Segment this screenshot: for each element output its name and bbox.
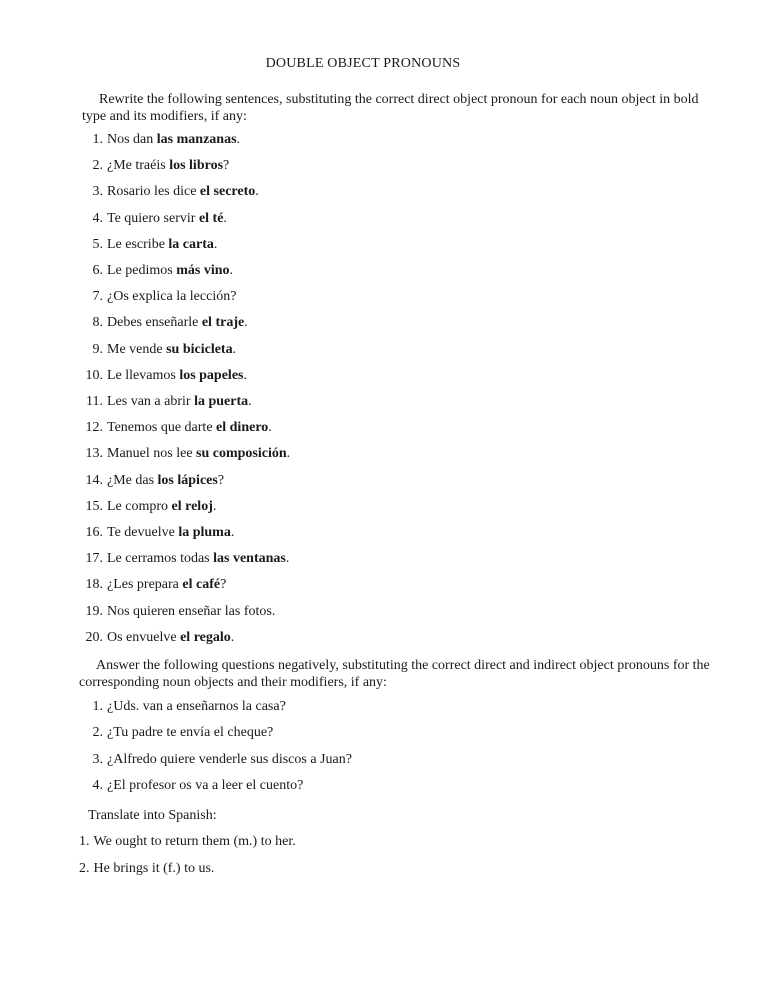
sentence-punctuation: . xyxy=(243,367,247,383)
sentence-text: Nos quieren enseñar las fotos. xyxy=(107,603,276,619)
noun-object-bold: la pluma xyxy=(178,525,231,540)
item-number: 4. xyxy=(92,777,103,793)
page-title: DOUBLE OBJECT PRONOUNS xyxy=(265,56,461,71)
sentence-text: ¿Os explica la lección? xyxy=(107,289,237,305)
sentence-text: Tenemos que darte xyxy=(107,420,217,436)
sentence-punctuation: . xyxy=(232,341,237,357)
sentence-text: ¿Me traéis xyxy=(107,158,170,174)
sentence-text: Me vende xyxy=(107,341,167,357)
item-number: 11. xyxy=(86,394,103,409)
item-number: 3. xyxy=(92,751,103,767)
sentence-text: ¿Les prepara xyxy=(107,577,183,593)
question-text: ¿Alfredo quiere venderle sus discos a Juan? xyxy=(107,751,352,767)
item-number: 20. xyxy=(85,629,103,645)
sentence-text: Os envuelve xyxy=(107,629,181,645)
sentence-punctuation: . xyxy=(285,551,290,567)
noun-object-bold: la puerta xyxy=(194,394,249,409)
noun-object-bold: el secreto xyxy=(199,184,256,200)
item-number: 19. xyxy=(85,603,103,619)
noun-object-bold: más vino xyxy=(176,263,230,278)
exercise-item xyxy=(79,367,247,384)
noun-object-bold: el dinero xyxy=(216,420,269,436)
sentence-text: Nos dan xyxy=(107,132,157,147)
noun-object-bold: el reloj xyxy=(171,498,213,514)
sentence-punctuation: ? xyxy=(217,472,225,488)
item-number: 18. xyxy=(85,577,103,593)
sentence-punctuation: . xyxy=(212,498,217,514)
item-number: 1. xyxy=(92,132,103,147)
sentence-punctuation: . xyxy=(244,315,248,331)
item-number: 10. xyxy=(85,367,103,383)
sentence-punctuation: . xyxy=(236,132,241,147)
noun-object-bold: la carta xyxy=(168,236,214,252)
translate-text: He brings it (f.) to us. xyxy=(93,860,215,876)
item-number: 13. xyxy=(85,446,103,462)
sentence-punctuation: ? xyxy=(223,158,230,174)
sentence-punctuation: . xyxy=(248,394,252,409)
item-number: 3. xyxy=(92,184,103,200)
noun-object-bold: el traje xyxy=(201,315,245,331)
exercise-item xyxy=(79,341,236,358)
question-text: ¿El profesor os va a leer el cuento? xyxy=(107,777,304,793)
translate-heading: Translate into Spanish: xyxy=(88,808,217,823)
item-number: 12. xyxy=(85,420,103,436)
sentence-punctuation: . xyxy=(268,420,272,436)
question-text: ¿Uds. van a enseñarnos la casa? xyxy=(107,699,286,714)
exercise-item xyxy=(79,157,229,174)
item-number: 6. xyxy=(92,263,103,278)
sentence-text: Le escribe xyxy=(107,236,169,252)
sentence-text: Te quiero servir xyxy=(107,210,199,226)
item-number: 1. xyxy=(79,834,90,849)
noun-object-bold: su bicicleta xyxy=(166,341,233,357)
exercise-item xyxy=(79,262,233,279)
item-number: 15. xyxy=(85,498,103,514)
noun-object-bold: las ventanas xyxy=(213,551,286,567)
exercise-item xyxy=(79,183,259,200)
translate-text: We ought to return them (m.) to her. xyxy=(93,834,296,849)
translate-item xyxy=(79,861,214,877)
noun-object-bold: su composición xyxy=(196,446,287,462)
translate-item xyxy=(79,834,296,850)
sentence-punctuation: . xyxy=(213,236,218,252)
noun-object-bold: los libros xyxy=(169,158,224,174)
item-number: 17. xyxy=(85,551,103,567)
sentence-text: Le pedimos xyxy=(107,263,177,278)
sentence-punctuation: . xyxy=(223,210,227,226)
section1-instruction-text: Rewrite the following sentences, substituting the correct direct object pronoun for each noun object in bold type and its modifiers, if any: xyxy=(82,92,699,124)
item-number: 5. xyxy=(92,236,103,252)
sentence-punctuation: ? xyxy=(220,577,227,593)
section2-instruction xyxy=(79,657,724,691)
exercise-item xyxy=(79,576,226,593)
noun-object-bold: el té xyxy=(198,210,224,226)
noun-object-bold: el café xyxy=(182,577,221,593)
item-number: 4. xyxy=(92,210,103,226)
exercise-item xyxy=(79,419,272,436)
sentence-punctuation: . xyxy=(229,263,234,278)
exercise-item xyxy=(79,472,224,489)
exercise-item xyxy=(79,445,290,462)
sentence-text: Le llevamos xyxy=(107,367,180,383)
question-item xyxy=(79,698,286,715)
exercise-item xyxy=(79,550,289,567)
item-number: 2. xyxy=(92,158,103,174)
item-number: 8. xyxy=(92,315,103,331)
item-number: 1. xyxy=(92,699,103,714)
sentence-text: Te devuelve xyxy=(107,525,179,540)
sentence-text: Le compro xyxy=(107,498,172,514)
exercise-item xyxy=(79,314,248,331)
sentence-punctuation: . xyxy=(230,525,235,540)
sentence-punctuation: . xyxy=(255,184,259,200)
question-text: ¿Tu padre te envía el cheque? xyxy=(107,725,274,741)
item-number: 16. xyxy=(85,525,103,540)
question-item xyxy=(79,724,273,741)
item-number: 7. xyxy=(92,289,103,305)
exercise-item xyxy=(79,131,240,148)
question-item xyxy=(79,751,352,768)
sentence-text: Rosario les dice xyxy=(107,184,200,200)
exercise-item xyxy=(79,498,216,515)
exercise-item xyxy=(79,236,217,253)
item-number: 2. xyxy=(92,725,103,741)
noun-object-bold: los papeles xyxy=(179,367,244,383)
sentence-text: Les van a abrir xyxy=(107,394,195,409)
section2-instruction-text: Answer the following questions negatively, substituting the correct direct and indirect object pronouns for the corresponding noun objects and their modifiers, if any: xyxy=(79,658,710,690)
item-number: 14. xyxy=(85,472,103,488)
sentence-text: Le cerramos todas xyxy=(107,551,214,567)
exercise-item xyxy=(79,288,236,305)
noun-object-bold: los lápices xyxy=(157,472,218,488)
item-number: 9. xyxy=(92,341,103,357)
exercise-item xyxy=(79,629,234,646)
item-number: 2. xyxy=(79,860,90,876)
sentence-punctuation: . xyxy=(286,446,291,462)
question-item xyxy=(79,777,303,794)
exercise-item xyxy=(79,210,227,227)
exercise-item xyxy=(79,524,234,541)
noun-object-bold: las manzanas xyxy=(156,132,237,147)
sentence-text: Manuel nos lee xyxy=(107,446,197,462)
sentence-punctuation: . xyxy=(230,629,235,645)
noun-object-bold: el regalo xyxy=(180,629,231,645)
sentence-text: ¿Me das xyxy=(107,472,158,488)
exercise-item xyxy=(79,393,252,410)
section1-instruction xyxy=(82,91,722,125)
sentence-text: Debes enseñarle xyxy=(107,315,202,331)
exercise-item xyxy=(79,603,275,620)
